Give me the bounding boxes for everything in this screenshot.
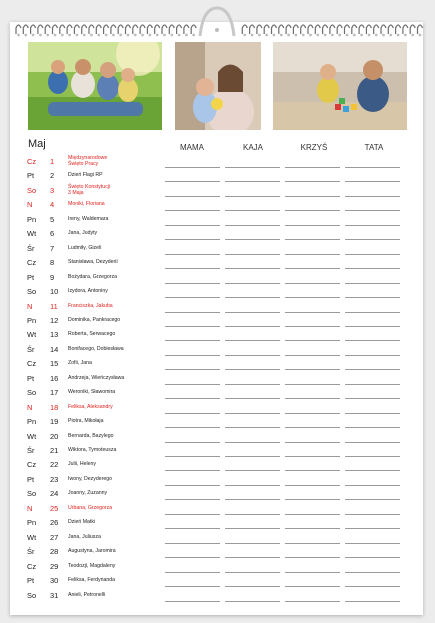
- weekday-label: Śr: [27, 243, 35, 253]
- day-row: [0, 501, 435, 515]
- column-header-kaja: KAJA: [242, 143, 263, 152]
- day-row: [0, 327, 435, 341]
- day-row: [0, 573, 435, 587]
- column-header-krzys: KRZYŚ: [300, 143, 328, 152]
- day-row: [0, 371, 435, 385]
- day-number: 17: [50, 388, 59, 398]
- write-in-line: [165, 601, 220, 602]
- day-row: [0, 255, 435, 269]
- day-number: 4: [50, 200, 55, 210]
- name-day-label: Teodozji, Magdaleny: [68, 562, 116, 569]
- name-day-label: Augustyna, Jaromira: [68, 548, 116, 555]
- name-day-label: Feliksa, Ferdynanda: [68, 577, 115, 584]
- name-day-label: Joanny, Zuzanny: [68, 490, 108, 497]
- column-header-tata: TATA: [364, 143, 384, 152]
- weekday-label: Cz: [27, 359, 37, 369]
- weekday-label: Wt: [27, 431, 37, 441]
- day-row: [0, 270, 435, 284]
- day-number: 7: [50, 243, 55, 253]
- name-day-label: Piotra, Mikołaja: [68, 418, 104, 425]
- weekday-label: Śr: [27, 547, 35, 557]
- name-day-label: Feliksa, Aleksandry: [68, 403, 113, 410]
- write-in-line: [285, 601, 340, 602]
- name-day-label: Anieli, Petronelli: [68, 591, 106, 598]
- name-day-label: Weroniki, Sławomira: [68, 389, 116, 396]
- name-day-label: Zofii, Jana: [68, 360, 92, 367]
- day-number: 22: [50, 460, 59, 470]
- day-row: [0, 414, 435, 428]
- name-day-label: Międzynarodowe Święto Pracy: [68, 155, 108, 167]
- day-row: [0, 559, 435, 573]
- day-row: [0, 168, 435, 182]
- day-row: [0, 356, 435, 370]
- name-day-label: Urbana, Grzegorza: [68, 504, 113, 511]
- day-row: [0, 385, 435, 399]
- weekday-label: Wt: [27, 532, 37, 542]
- name-day-label: Julii, Heleny: [68, 461, 96, 468]
- day-number: 21: [50, 446, 59, 455]
- weekday-label: So: [27, 185, 37, 195]
- day-row: [0, 284, 435, 298]
- weekday-label: Cz: [27, 561, 37, 571]
- name-day-label: Izydora, Antoniny: [68, 288, 108, 295]
- day-number: 5: [50, 214, 55, 224]
- day-row: [0, 544, 435, 558]
- day-row: [0, 183, 435, 197]
- weekday-label: Pt: [27, 272, 35, 282]
- day-number: 25: [50, 503, 59, 513]
- day-row: [0, 472, 435, 486]
- spiral-binding: [0, 0, 435, 40]
- weekday-label: So: [27, 489, 37, 499]
- day-number: 28: [50, 547, 59, 557]
- day-number: 6: [50, 229, 55, 239]
- name-day-label: Andrzeja, Wieńczysława: [68, 374, 125, 381]
- day-number: 15: [50, 359, 59, 369]
- day-row: [0, 212, 435, 226]
- day-row: [0, 299, 435, 313]
- day-row: [0, 530, 435, 544]
- day-row: [0, 226, 435, 240]
- name-day-label: Święto Konstytucji 3 Maja: [68, 183, 111, 196]
- weekday-label: Pt: [27, 171, 35, 181]
- day-number: 18: [50, 402, 59, 412]
- weekday-label: Śr: [27, 446, 35, 455]
- name-day-label: Dzień Matki: [68, 519, 96, 526]
- day-row: [0, 342, 435, 356]
- family-photo-park: [28, 42, 162, 130]
- day-row: [0, 313, 435, 327]
- day-row: [0, 486, 435, 500]
- day-number: 13: [50, 330, 59, 340]
- weekday-label: Pn: [27, 417, 37, 427]
- day-row: [0, 588, 435, 602]
- weekday-label: So: [27, 388, 37, 398]
- name-day-label: Jana, Juliusza: [68, 533, 101, 540]
- day-row: [0, 154, 435, 168]
- day-number: 8: [50, 258, 55, 268]
- day-row: [0, 241, 435, 255]
- weekday-label: N: [27, 503, 33, 513]
- day-number: 26: [50, 518, 59, 528]
- name-day-label: Ludmiły, Gizeli: [68, 244, 102, 251]
- day-number: 11: [50, 301, 58, 311]
- name-day-label: Dzień Flagi RP: [68, 172, 103, 179]
- weekday-label: So: [27, 590, 37, 600]
- day-number: 14: [50, 344, 59, 354]
- day-number: 23: [50, 474, 59, 484]
- name-day-label: Bonifacego, Dobiesława: [68, 345, 124, 352]
- day-number: 1: [50, 157, 55, 166]
- weekday-label: Wt: [27, 229, 37, 239]
- day-number: 19: [50, 417, 59, 427]
- day-number: 27: [50, 532, 59, 542]
- day-row: [0, 443, 435, 457]
- day-number: 31: [50, 590, 59, 600]
- name-day-label: Franciszka, Jakuba: [68, 302, 113, 309]
- write-in-line: [345, 601, 400, 602]
- name-day-label: Moniki, Floriana: [68, 201, 105, 208]
- day-number: 3: [50, 185, 55, 195]
- weekday-label: Pn: [27, 315, 37, 325]
- column-header-mama: MAMA: [180, 143, 204, 152]
- name-day-label: Bożydara, Grzegorza: [68, 273, 118, 280]
- name-day-label: Iwony, Dezyderego: [68, 475, 113, 482]
- month-title: Maj: [28, 138, 46, 150]
- weekday-label: Pt: [27, 576, 35, 586]
- mother-child-photo: [175, 42, 261, 130]
- name-day-label: Ireny, Waldemara: [68, 215, 109, 222]
- day-number: 10: [50, 287, 59, 297]
- day-number: 16: [50, 373, 59, 383]
- name-day-label: Wiktora, Tymoteusza: [68, 447, 117, 453]
- weekday-label: N: [27, 301, 33, 311]
- day-row: [0, 197, 435, 211]
- weekday-label: Cz: [27, 258, 37, 268]
- weekday-label: Śr: [27, 344, 35, 354]
- weekday-label: So: [27, 287, 37, 297]
- day-number: 24: [50, 489, 59, 499]
- father-son-photo: [273, 42, 407, 130]
- name-day-label: Stanisława, Dezyderii: [68, 259, 118, 266]
- day-number: 20: [50, 431, 59, 441]
- weekday-label: Pt: [27, 474, 35, 484]
- name-day-label: Dominika, Pankracego: [68, 316, 121, 323]
- day-number: 30: [50, 576, 59, 586]
- weekday-label: N: [27, 200, 33, 210]
- day-number: 12: [50, 315, 59, 325]
- weekday-label: Pn: [27, 214, 37, 224]
- name-day-label: Bernarda, Bazylego: [68, 432, 114, 439]
- day-number: 9: [50, 272, 55, 282]
- day-row: [0, 457, 435, 471]
- day-number: 2: [50, 171, 55, 181]
- day-row: [0, 429, 435, 443]
- weekday-label: Cz: [27, 157, 37, 166]
- day-number: 29: [50, 561, 59, 571]
- name-day-label: Jana, Judyty: [68, 230, 98, 237]
- day-row: [0, 515, 435, 529]
- weekday-label: Cz: [27, 460, 37, 470]
- weekday-label: Wt: [27, 330, 37, 340]
- name-day-label: Roberta, Serwacego: [68, 331, 116, 338]
- weekday-label: Pn: [27, 518, 37, 528]
- write-in-line: [225, 601, 280, 602]
- day-row: [0, 400, 435, 414]
- weekday-label: Pt: [27, 373, 35, 383]
- weekday-label: N: [27, 402, 33, 412]
